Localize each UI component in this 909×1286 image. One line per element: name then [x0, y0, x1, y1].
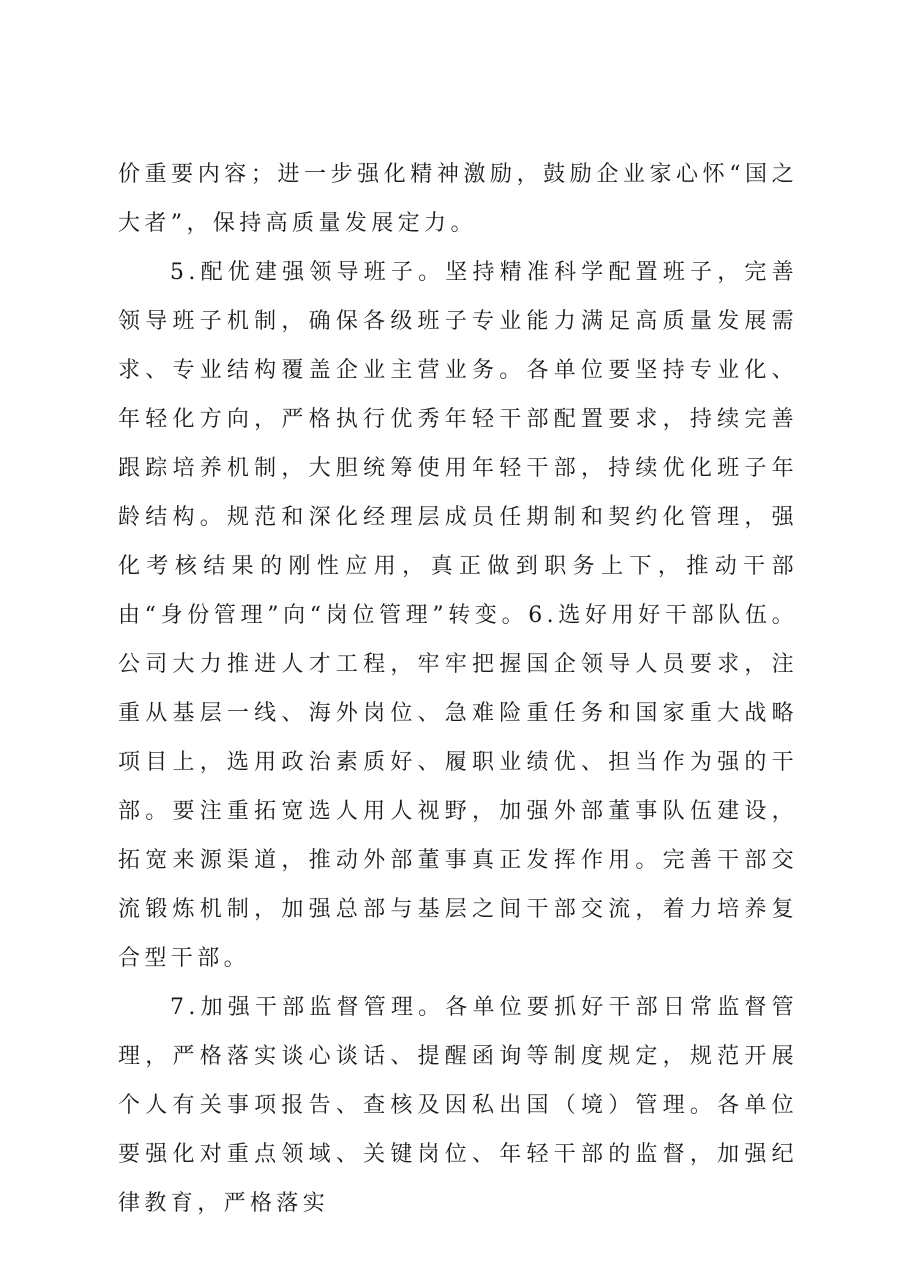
- paragraph-continued: 价重要内容；进一步强化精神激励，鼓励企业家心怀“国之大者”，保持高质量发展定力。: [118, 162, 798, 236]
- paragraph-section-5-6: 5.配优建强领导班子。坚持精准科学配置班子，完善领导班子机制，确保各级班子专业能力满足高质量发展需求、专业结构覆盖企业主营业务。各单位要坚持专业化、年轻化方向，严格执行优秀年轻干部配置要求，持续完善跟踪培养机制，大胆统筹使用年轻干部，持续优化班子年龄结构。规范和深化经理层成员任期制和契约化管理，强化考核结果的刚性应用，真正做到职务上下，推动干部由“身份管理”向“岗位管理”转变。6.选好用好干部队伍。公司大力推进人才工程，牢牢把握国企领导人员要求，注重从基层一线、海外岗位、急难险重任务和国家重大战略项目上，选用政治素质好、履职业绩优、担当作为强的干部。要注重拓宽选人用人视野，加强外部董事队伍建设，拓宽来源渠道，推动外部董事真正发挥作用。完善干部交流锻炼机制，加强总部与基层之间干部交流，着力培养复合型干部。: [118, 260, 798, 971]
- paragraph-section-7: 7.加强干部监督管理。各单位要抓好干部日常监督管理，严格落实谈心谈话、提醒函询等制度规定，规范开展个人有关事项报告、查核及因私出国（境）管理。各单位要强化对重点领域、关键岗位、年轻干部的监督，加强纪律教育，严格落实: [118, 995, 798, 1216]
- document-body: [118, 150, 798, 1228]
